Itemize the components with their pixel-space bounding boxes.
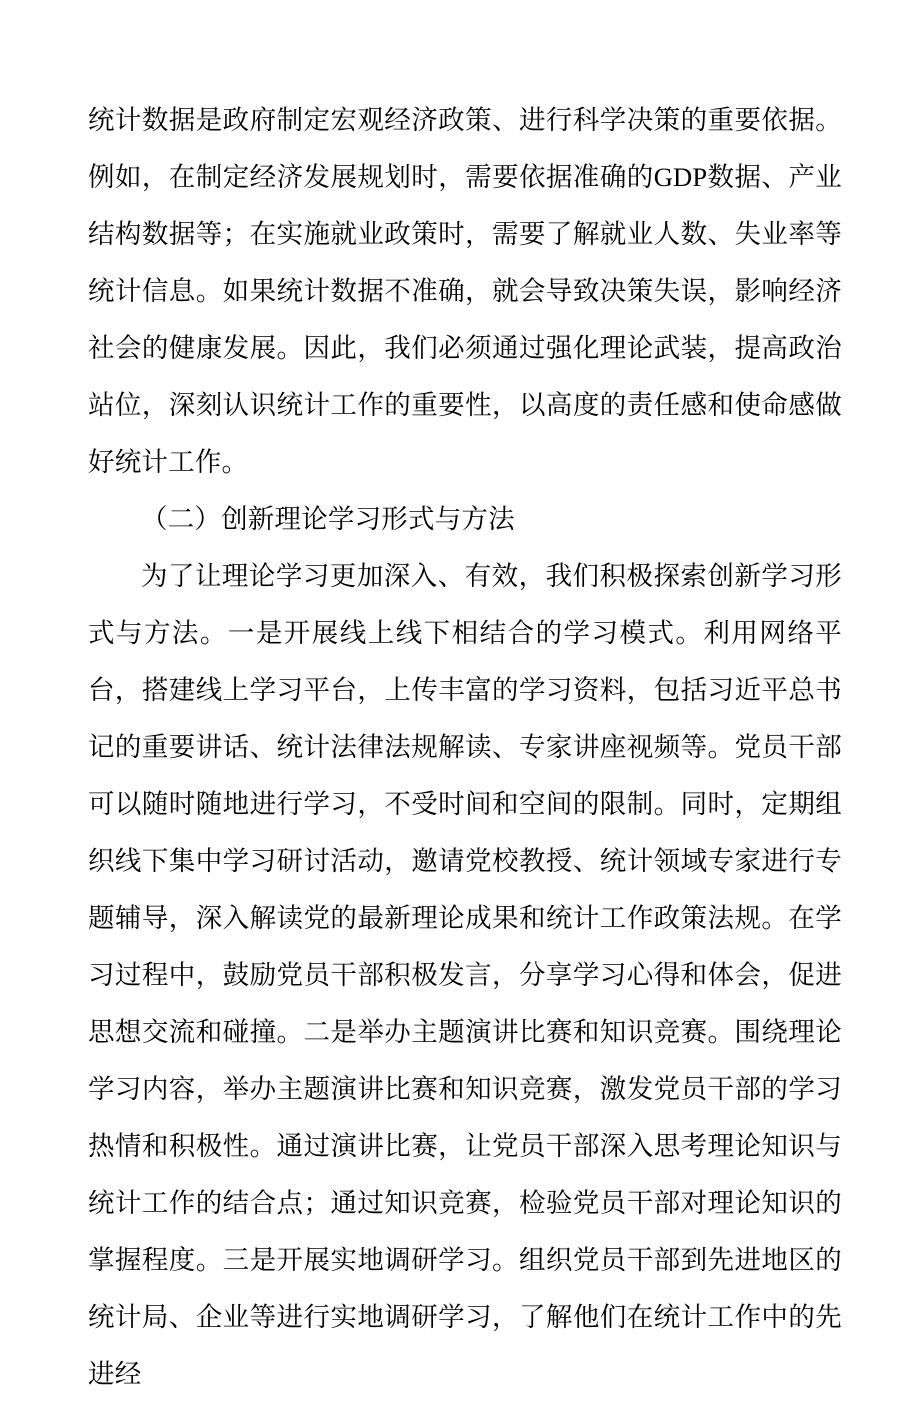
paragraph-learning-methods: 为了让理论学习更加深入、有效，我们积极探索创新学习形式与方法。一是开展线上线下相结合的学习模式。利用网络平台，搭建线上学习平台，上传丰富的学习资料，包括习近平总书记的重要讲话、统计法律法规解读、专家讲座视频等。党员干部可以随时随地进行学习，不受时间和空间的限制。同时，定期组织线下集中学习研讨活动，邀请党校教授、统计领域专家进行专题辅导，深入解读党的最新理论成果和统计工作政策法规。在学习过程中，鼓励党员干部积极发言，分享学习心得和体会，促进思想交流和碰撞。二是举办主题演讲比赛和知识竞赛。围绕理论学习内容，举办主题演讲比赛和知识竞赛，激发党员干部的学习热情和积极性。通过演讲比赛，让党员干部深入思考理论知识与统计工作的结合点；通过知识竞赛，检验党员干部对理论知识的掌握程度。三是开展实地调研学习。组织党员干部到先进地区的统计局、企业等进行实地调研学习，了解他们在统计工作中的先进经 xyxy=(88,561,842,1389)
paragraph-statistics-importance: 统计数据是政府制定宏观经济政策、进行科学决策的重要依据。例如，在制定经济发展规划时，需要依据准确的GDP数据、产业结构数据等；在实施就业政策时，需要了解就业人数、失业率等统计信息。如果统计数据不准确，就会导致决策失误，影响经济社会的健康发展。因此，我们必须通过强化理论武装，提高政治站位，深刻认识统计工作的重要性，以高度的责任感和使命感做好统计工作。 xyxy=(88,105,842,477)
document-body xyxy=(88,92,842,1403)
section-heading-two: （二）创新理论学习形式与方法 xyxy=(141,504,515,534)
